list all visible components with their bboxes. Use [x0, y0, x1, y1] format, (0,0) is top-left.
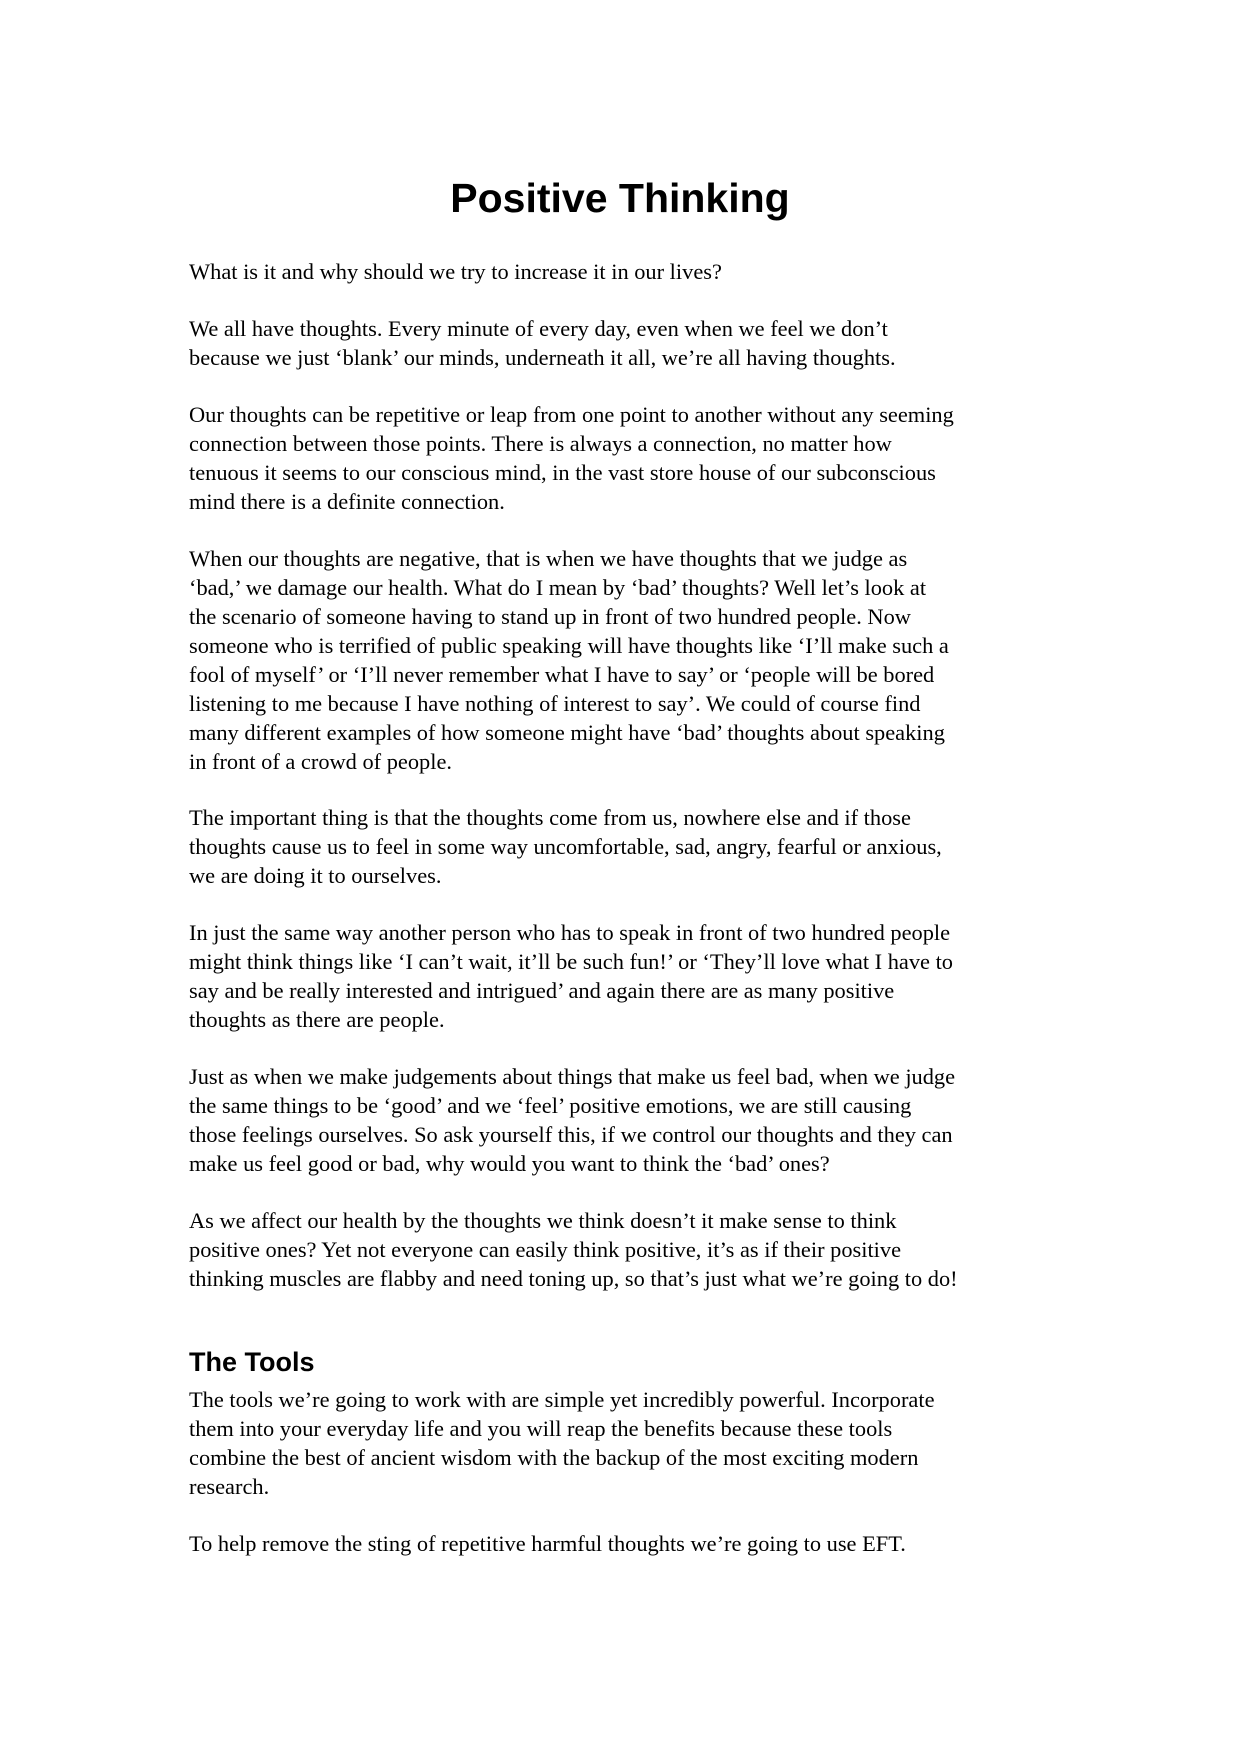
paragraph-2: [189, 400, 1069, 516]
page-title: Positive Thinking: [450, 175, 790, 221]
section-paragraph-2: [189, 1529, 1069, 1558]
paragraph-line: listening to me because I have nothing of interest to say’. We could of course find: [189, 691, 921, 716]
paragraph-line: The important thing is that the thoughts come from us, nowhere else and if those: [189, 805, 911, 830]
paragraph-line: in front of a crowd of people.: [189, 749, 453, 774]
paragraph-3: [189, 544, 1069, 776]
paragraph-line: When our thoughts are negative, that is when we have thoughts that we judge as: [189, 546, 908, 571]
paragraph-line: because we just ‘blank’ our minds, underneath it all, we’re all having thoughts.: [189, 345, 896, 370]
paragraph-line: In just the same way another person who has to speak in front of two hundred people: [189, 920, 951, 945]
paragraph-6: [189, 1062, 1069, 1178]
paragraph-line: might think things like ‘I can’t wait, it’ll be such fun!’ or ‘They’ll love what I have to: [189, 949, 953, 974]
paragraph-line: ‘bad,’ we damage our health. What do I mean by ‘bad’ thoughts? Well let’s look at: [189, 575, 927, 600]
paragraph-line: many different examples of how someone might have ‘bad’ thoughts about speaking: [189, 720, 945, 745]
paragraph-line: research.: [189, 1474, 270, 1499]
paragraph-line: we are doing it to ourselves.: [189, 863, 442, 888]
paragraph-line: mind there is a definite connection.: [189, 489, 505, 514]
paragraph-line: To help remove the sting of repetitive harmful thoughts we’re going to use EFT.: [189, 1531, 906, 1556]
paragraph-line: What is it and why should we try to increase it in our lives?: [189, 259, 722, 284]
paragraph-line: positive ones? Yet not everyone can easily think positive, it’s as if their positive: [189, 1237, 902, 1262]
paragraph-line: As we affect our health by the thoughts we think doesn’t it make sense to think: [189, 1208, 897, 1233]
paragraph-line: thinking muscles are flabby and need toning up, so that’s just what we’re going to do!: [189, 1266, 958, 1291]
intro-paragraph: [189, 257, 1069, 286]
paragraph-line: tenuous it seems to our conscious mind, in the vast store house of our subconscious: [189, 460, 936, 485]
section-heading: The Tools: [189, 1347, 315, 1377]
paragraph-line: Our thoughts can be repetitive or leap from one point to another without any seeming: [189, 402, 954, 427]
paragraph-line: Just as when we make judgements about things that make us feel bad, when we judge: [189, 1064, 956, 1089]
paragraph-line: connection between those points. There is always a connection, no matter how: [189, 431, 892, 456]
paragraph-line: thoughts as there are people.: [189, 1007, 445, 1032]
paragraph-line: the scenario of someone having to stand up in front of two hundred people. Now: [189, 604, 911, 629]
paragraph-line: The tools we’re going to work with are simple yet incredibly powerful. Incorporate: [189, 1387, 935, 1412]
paragraph-7: [189, 1206, 1069, 1293]
paragraph-line: We all have thoughts. Every minute of every day, even when we feel we don’t: [189, 316, 888, 341]
paragraph-line: them into your everyday life and you will reap the benefits because these tools: [189, 1416, 893, 1441]
paragraph-line: thoughts cause us to feel in some way uncomfortable, sad, angry, fearful or anxious,: [189, 834, 942, 859]
paragraph-line: those feelings ourselves. So ask yourself this, if we control our thoughts and they can: [189, 1122, 953, 1147]
paragraph-line: the same things to be ‘good’ and we ‘feel’ positive emotions, we are still causing: [189, 1093, 912, 1118]
section-paragraph-1: [189, 1385, 1069, 1501]
paragraph-line: someone who is terrified of public speaking will have thoughts like ‘I’ll make such a: [189, 633, 949, 658]
paragraph-1: [189, 314, 1069, 372]
paragraph-5: [189, 918, 1069, 1034]
paragraph-line: combine the best of ancient wisdom with the backup of the most exciting modern: [189, 1445, 919, 1470]
paragraph-4: [189, 803, 1069, 890]
paragraph-line: say and be really interested and intrigued’ and again there are as many positive: [189, 978, 895, 1003]
paragraph-line: fool of myself’ or ‘I’ll never remember what I have to say’ or ‘people will be bored: [189, 662, 935, 687]
paragraph-line: make us feel good or bad, why would you want to think the ‘bad’ ones?: [189, 1151, 830, 1176]
